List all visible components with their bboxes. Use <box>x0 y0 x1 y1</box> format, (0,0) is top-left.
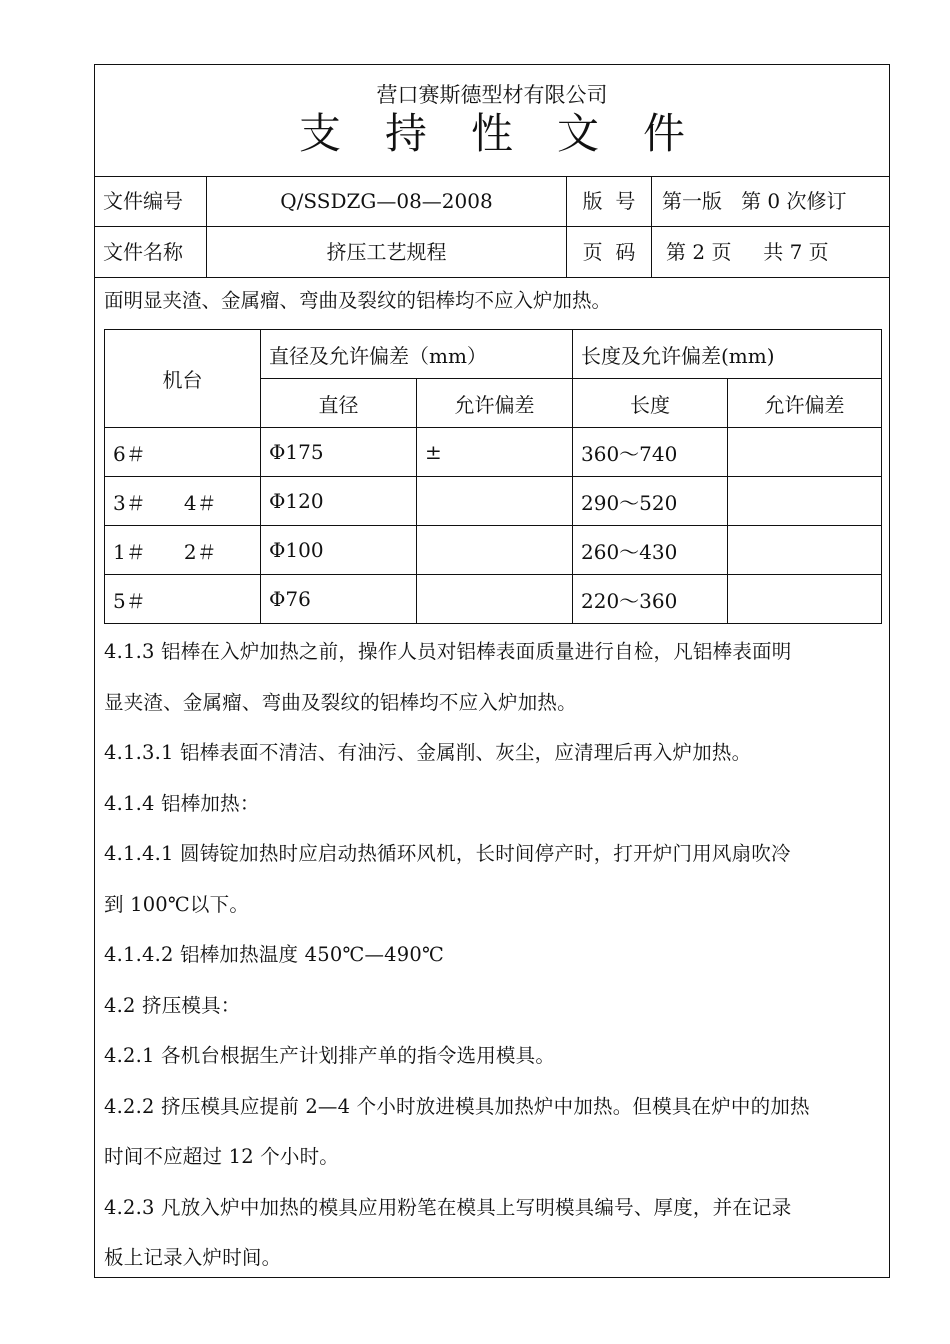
body-line: 4.2.1 各机台根据生产计划排产单的指令选用模具。 <box>104 1044 556 1067</box>
cell-diameter: Φ76 <box>261 575 417 624</box>
page-value: 第 2 页 共 7 页 <box>666 240 829 264</box>
cell-machine: 5＃ <box>105 575 261 624</box>
header-diameter-group: 直径及允许偏差（mm） <box>261 330 573 379</box>
body-line: 4.1.4.1 圆铸锭加热时应启动热循环风机，长时间停产时，打开炉门用风扇吹冷 <box>104 842 791 865</box>
cell-diameter-tolerance: ± <box>417 428 573 477</box>
cell-diameter-tolerance <box>417 575 573 624</box>
cell-diameter: Φ100 <box>261 526 417 575</box>
cell-diameter: Φ175 <box>261 428 417 477</box>
body-line: 4.2.2 挤压模具应提前 2—4 个小时放进模具加热炉中加热。但模具在炉中的加热 <box>104 1094 810 1118</box>
cell-length: 220～360 <box>573 575 728 624</box>
meta-row-number <box>95 176 889 227</box>
doc-name-value: 挤压工艺规程 <box>207 227 567 277</box>
cell-length: 360～740 <box>573 428 728 477</box>
table-row <box>105 477 882 526</box>
cell-machine: 6＃ <box>105 428 261 477</box>
header-machine: 机台 <box>105 330 261 428</box>
body-line: 到 100℃以下。 <box>104 892 250 916</box>
doc-number-value: Q/SSDZG—08—2008 <box>207 176 567 226</box>
document-header <box>95 65 889 177</box>
body-line: 4.1.4 铝棒加热： <box>104 791 260 815</box>
cell-length-tolerance <box>728 526 882 575</box>
meta-row-name <box>95 227 889 278</box>
table-header-row <box>105 330 882 379</box>
document-title: 支持性文件 <box>298 109 729 158</box>
cell-length: 290～520 <box>573 477 728 526</box>
cell-length: 260～430 <box>573 526 728 575</box>
header-diameter: 直径 <box>261 379 417 428</box>
body-line: 4.1.3.1 铝棒表面不清洁、有油污、金属削、灰尘，应清理后再入炉加热。 <box>104 741 752 764</box>
header-diameter-tolerance: 允许偏差 <box>417 379 573 428</box>
body-line: 4.2.3 凡放入炉中加热的模具应用粉笔在模具上写明模具编号、厚度，并在记录 <box>104 1195 792 1219</box>
page-label: 页 码 <box>567 227 652 277</box>
table-row <box>105 428 882 477</box>
cell-machine: 1＃ 2＃ <box>105 526 261 575</box>
table-row <box>105 575 882 624</box>
cell-diameter: Φ120 <box>261 477 417 526</box>
cell-diameter-tolerance <box>417 526 573 575</box>
company-name: 营口赛斯德型材有限公司 <box>376 83 608 107</box>
header-length: 长度 <box>573 379 728 428</box>
body-line: 时间不应超过 12 个小时。 <box>104 1145 340 1168</box>
header-length-group: 长度及允许偏差(mm) <box>573 330 882 379</box>
cell-diameter-tolerance <box>417 477 573 526</box>
billet-spec-table <box>104 329 882 624</box>
cell-machine: 3＃ 4＃ <box>105 477 261 526</box>
cell-length-tolerance <box>728 428 882 477</box>
doc-name-label: 文件名称 <box>95 227 207 277</box>
version-value: 第一版 第 0 次修订 <box>662 189 847 213</box>
version-label: 版 号 <box>567 176 652 226</box>
doc-number-label: 文件编号 <box>95 176 207 226</box>
table-row <box>105 526 882 575</box>
body-line: 显夹渣、金属瘤、弯曲及裂纹的铝棒均不应入炉加热。 <box>104 690 577 714</box>
body-line: 4.2 挤压模具： <box>104 993 241 1017</box>
cell-length-tolerance <box>728 575 882 624</box>
header-length-tolerance: 允许偏差 <box>728 379 882 428</box>
intro-line: 面明显夹渣、金属瘤、弯曲及裂纹的铝棒均不应入炉加热。 <box>104 289 612 312</box>
body-line: 4.1.4.2 铝棒加热温度 450℃—490℃ <box>104 943 444 966</box>
body-line: 板上记录入炉时间。 <box>104 1246 282 1269</box>
body-text <box>104 633 882 1290</box>
document-frame <box>94 64 890 1278</box>
cell-length-tolerance <box>728 477 882 526</box>
body-line: 4.1.3 铝棒在入炉加热之前，操作人员对铝棒表面质量进行自检，凡铝棒表面明 <box>104 640 792 663</box>
